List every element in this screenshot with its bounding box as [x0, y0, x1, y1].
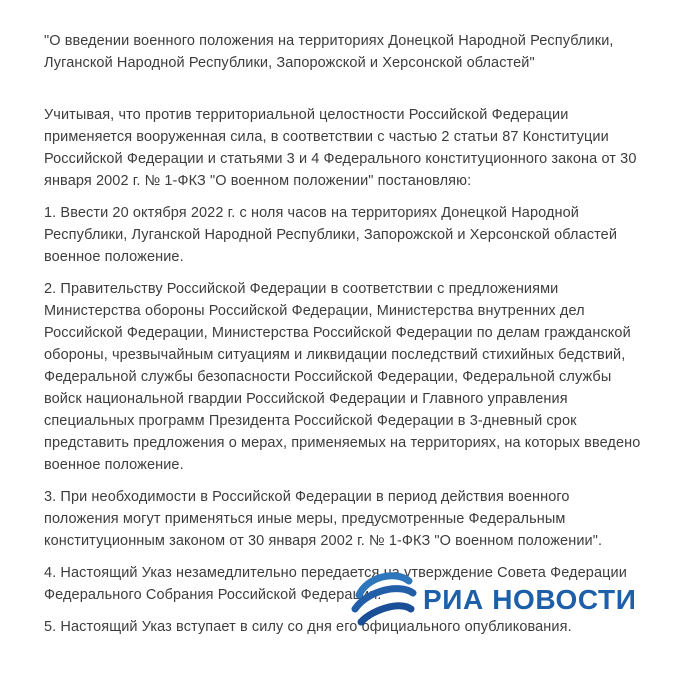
paragraph-item-1: 1. Ввести 20 октября 2022 г. с ноля часов на территориях Донецкой Народной Республики, Луганской Народной Республики, Запорожской и Херсонской областей военное положение.	[44, 205, 618, 265]
paragraph-item-2: 2. Правительству Российской Федерации в соответствии с предложениями Министерства обороны Российской Федерации, Министерства внутренних дел Российской Федерации, Министерства Российской Федерации по делам гражданской обороны, чрезвычайным ситуациям и ликвидации последствий стихийных бедствий, Федеральной службы безопасности Российской Федерации, Федеральной службы войск национальной гвардии Российской Федерации и Главного управления специальных программ Президента Российской Федерации в 3-дневный срок представить предложения о мерах, применяемых на территориях, на которых введено военное положение.	[44, 281, 641, 473]
document-title: "О введении военного положения на территориях Донецкой Народной Республики, Луганской Народной Республики, Запорожской и Херсонской областей"	[44, 33, 614, 71]
ria-novosti-wordmark: РИА НОВОСТИ	[423, 584, 637, 615]
globe-swoosh-icon	[350, 568, 418, 632]
paragraph-item-4: 4. Настоящий Указ незамедлительно передается на утверждение Совета Федерации Федерального Собрания Российской Федерации.	[44, 565, 627, 603]
paragraph-item-5: 5. Настоящий Указ вступает в силу со дня его официального опубликования.	[44, 619, 572, 635]
ria-novosti-logo	[350, 568, 636, 632]
paragraph-preamble: Учитывая, что против территориальной целостности Российской Федерации применяется вооруженная сила, в соответствии с частью 2 статьи 87 Конституции Российской Федерации и статьями 3 и 4 Федерального конституционного закона от 30 января 2002 г. № 1-ФКЗ "О военном положении" постановляю:	[44, 107, 637, 189]
paragraph-item-3: 3. При необходимости в Российской Федерации в период действия военного положения могут применяться иные меры, предусмотренные Федеральным конституционным законом от 30 января 2002 г. № 1-ФКЗ "О военном положении".	[44, 489, 603, 549]
